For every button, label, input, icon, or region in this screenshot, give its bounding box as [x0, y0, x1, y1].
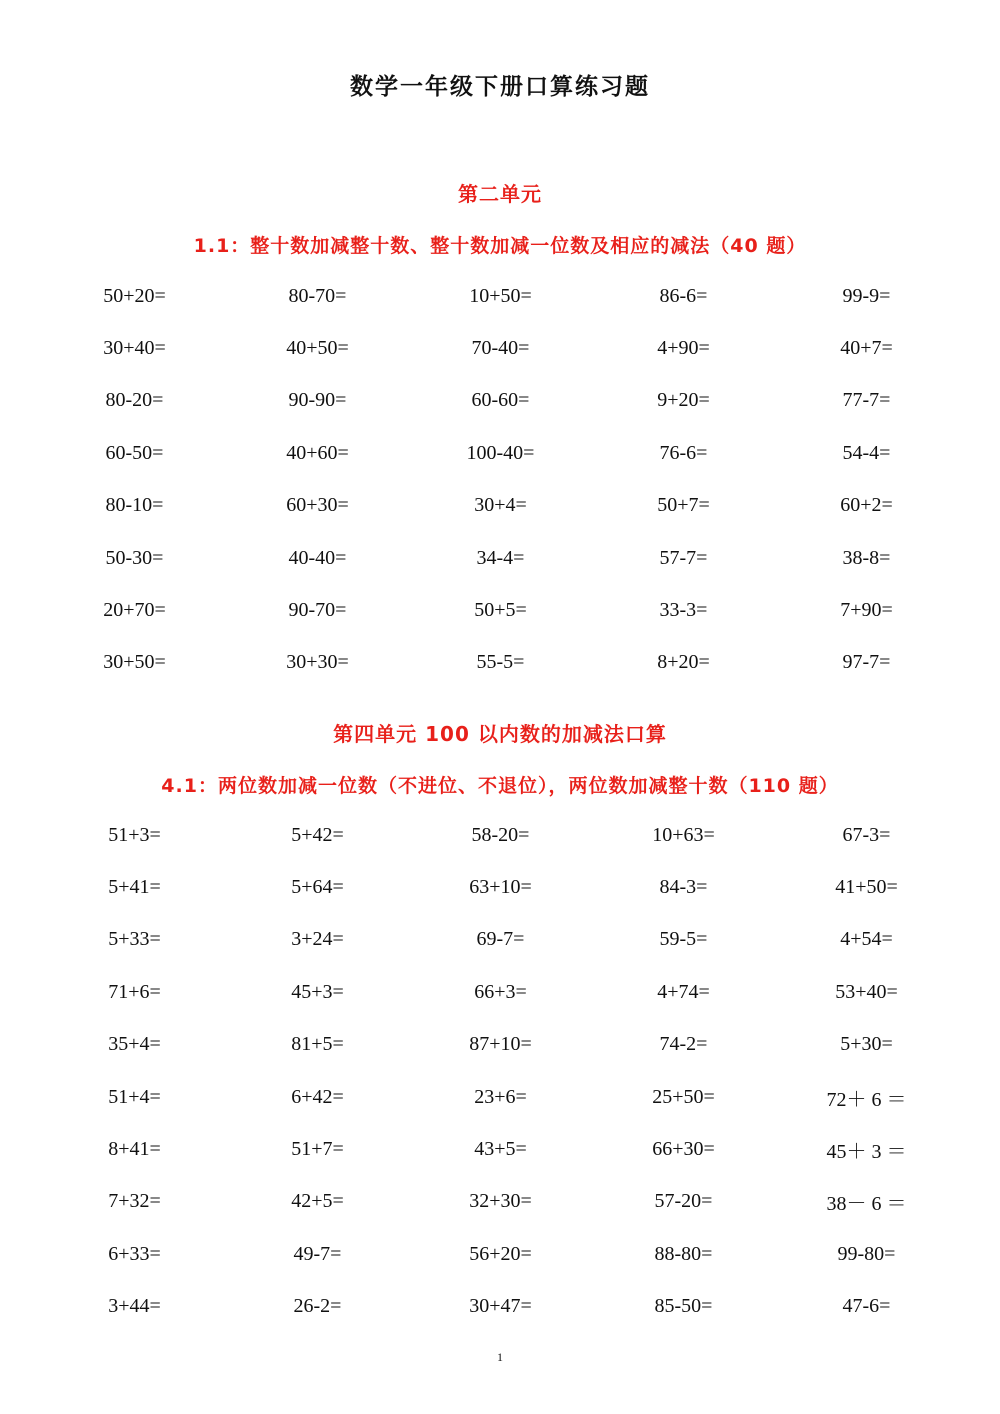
arithmetic-problem: 80-20=	[105, 389, 164, 412]
arithmetic-problem: 26-2=	[293, 1295, 342, 1318]
problem-row	[43, 914, 958, 966]
arithmetic-problem: 51+4=	[108, 1085, 161, 1108]
arithmetic-problem: 30+47=	[469, 1295, 532, 1318]
page-number: 1	[497, 1350, 503, 1364]
arithmetic-problem: 71+6=	[108, 980, 161, 1003]
arithmetic-problem: 60+2=	[840, 494, 893, 517]
arithmetic-problem: 57-20=	[654, 1190, 713, 1213]
arithmetic-problem: 86-6=	[659, 284, 708, 307]
arithmetic-problem: 50+5=	[474, 599, 527, 622]
arithmetic-problem: 4+54=	[840, 928, 893, 951]
arithmetic-problem: 40+7=	[840, 337, 893, 360]
arithmetic-problem: 6+42=	[291, 1085, 344, 1108]
arithmetic-problem: 4+74=	[657, 980, 710, 1003]
arithmetic-problem: 76-6=	[659, 441, 708, 464]
arithmetic-problem: 3+24=	[291, 928, 344, 951]
arithmetic-problem: 20+70=	[103, 599, 166, 622]
arithmetic-problem: 90-70=	[288, 599, 347, 622]
arithmetic-problem: 100-40=	[466, 441, 535, 464]
arithmetic-problem: 77-7=	[842, 389, 891, 412]
arithmetic-problem: 67-3=	[842, 823, 891, 846]
arithmetic-problem: 56+20=	[469, 1242, 532, 1265]
arithmetic-problem: 10+63=	[652, 823, 715, 846]
arithmetic-problem: 72＋ 6 ＝	[826, 1088, 907, 1111]
arithmetic-problem: 58-20=	[471, 823, 530, 846]
arithmetic-problem: 7+90=	[840, 599, 893, 622]
arithmetic-problem: 74-2=	[659, 1033, 708, 1056]
arithmetic-problem: 30+50=	[103, 651, 166, 674]
unit-2-problem-grid	[43, 270, 958, 689]
arithmetic-problem: 47-6=	[842, 1295, 891, 1318]
arithmetic-problem: 32+30=	[469, 1190, 532, 1213]
unit-2-heading: 第二单元	[458, 182, 542, 206]
arithmetic-problem: 5+33=	[108, 928, 161, 951]
arithmetic-problem: 45＋ 3 ＝	[826, 1141, 907, 1164]
arithmetic-problem: 69-7=	[476, 928, 525, 951]
arithmetic-problem: 54-4=	[842, 441, 891, 464]
arithmetic-problem: 55-5=	[476, 651, 525, 674]
problem-row	[43, 1228, 958, 1280]
arithmetic-problem: 5+42=	[291, 823, 344, 846]
problem-row	[43, 480, 958, 532]
arithmetic-problem: 60+30=	[286, 494, 349, 517]
arithmetic-problem: 38－ 6 ＝	[826, 1193, 907, 1216]
arithmetic-problem: 85-50=	[654, 1295, 713, 1318]
problem-row	[43, 809, 958, 861]
problem-row	[43, 375, 958, 427]
problem-row	[43, 427, 958, 479]
arithmetic-problem: 40+50=	[286, 337, 349, 360]
arithmetic-problem: 87+10=	[469, 1033, 532, 1056]
problem-row	[43, 322, 958, 374]
arithmetic-problem: 7+32=	[108, 1190, 161, 1213]
arithmetic-problem: 80-10=	[105, 494, 164, 517]
arithmetic-problem: 33-3=	[659, 599, 708, 622]
arithmetic-problem: 49-7=	[293, 1242, 342, 1265]
arithmetic-problem: 43+5=	[474, 1138, 527, 1161]
arithmetic-problem: 23+6=	[474, 1085, 527, 1108]
arithmetic-problem: 51+7=	[291, 1138, 344, 1161]
problem-row	[43, 1019, 958, 1071]
problem-row	[43, 1123, 958, 1175]
arithmetic-problem: 8+20=	[657, 651, 710, 674]
unit-4-heading: 第四单元 100 以内数的加减法口算	[333, 722, 667, 746]
arithmetic-problem: 59-5=	[659, 928, 708, 951]
arithmetic-problem: 66+30=	[652, 1138, 715, 1161]
arithmetic-problem: 60-60=	[471, 389, 530, 412]
arithmetic-problem: 97-7=	[842, 651, 891, 674]
problem-row	[43, 637, 958, 689]
arithmetic-problem: 9+20=	[657, 389, 710, 412]
arithmetic-problem: 30+4=	[474, 494, 527, 517]
arithmetic-problem: 66+3=	[474, 980, 527, 1003]
arithmetic-problem: 60-50=	[105, 441, 164, 464]
arithmetic-problem: 30+30=	[286, 651, 349, 674]
arithmetic-problem: 80-70=	[288, 284, 347, 307]
arithmetic-problem: 57-7=	[659, 546, 708, 569]
arithmetic-problem: 42+5=	[291, 1190, 344, 1213]
arithmetic-problem: 4+90=	[657, 337, 710, 360]
arithmetic-problem: 34-4=	[476, 546, 525, 569]
problem-row	[43, 1281, 958, 1333]
arithmetic-problem: 5+41=	[108, 876, 161, 899]
arithmetic-problem: 5+30=	[840, 1033, 893, 1056]
arithmetic-problem: 50+20=	[103, 284, 166, 307]
arithmetic-problem: 6+33=	[108, 1242, 161, 1265]
arithmetic-problem: 51+3=	[108, 823, 161, 846]
arithmetic-problem: 53+40=	[835, 980, 898, 1003]
arithmetic-problem: 45+3=	[291, 980, 344, 1003]
problem-row	[43, 1071, 958, 1123]
problem-row	[43, 1176, 958, 1228]
problem-row	[43, 966, 958, 1018]
page-title: 数学一年级下册口算练习题	[350, 74, 650, 100]
arithmetic-problem: 50-30=	[105, 546, 164, 569]
arithmetic-problem: 88-80=	[654, 1242, 713, 1265]
arithmetic-problem: 40-40=	[288, 546, 347, 569]
arithmetic-problem: 70-40=	[471, 337, 530, 360]
section-1-1-heading: 1.1：整十数加减整十数、整十数加减一位数及相应的减法（40 题）	[193, 235, 807, 257]
arithmetic-problem: 40+60=	[286, 441, 349, 464]
arithmetic-problem: 99-80=	[837, 1242, 896, 1265]
arithmetic-problem: 38-8=	[842, 546, 891, 569]
arithmetic-problem: 90-90=	[288, 389, 347, 412]
arithmetic-problem: 50+7=	[657, 494, 710, 517]
arithmetic-problem: 10+50=	[469, 284, 532, 307]
section-4-1-heading: 4.1：两位数加减一位数（不进位、不退位），两位数加减整十数（110 题）	[161, 775, 839, 797]
arithmetic-problem: 3+44=	[108, 1295, 161, 1318]
arithmetic-problem: 8+41=	[108, 1138, 161, 1161]
arithmetic-problem: 5+64=	[291, 876, 344, 899]
arithmetic-problem: 41+50=	[835, 876, 898, 899]
problem-row	[43, 584, 958, 636]
arithmetic-problem: 81+5=	[291, 1033, 344, 1056]
problem-row	[43, 270, 958, 322]
arithmetic-problem: 63+10=	[469, 876, 532, 899]
arithmetic-problem: 25+50=	[652, 1085, 715, 1108]
arithmetic-problem: 35+4=	[108, 1033, 161, 1056]
problem-row	[43, 861, 958, 913]
arithmetic-problem: 99-9=	[842, 284, 891, 307]
problem-row	[43, 532, 958, 584]
arithmetic-problem: 30+40=	[103, 337, 166, 360]
unit-4-problem-grid	[43, 809, 958, 1333]
arithmetic-problem: 84-3=	[659, 876, 708, 899]
